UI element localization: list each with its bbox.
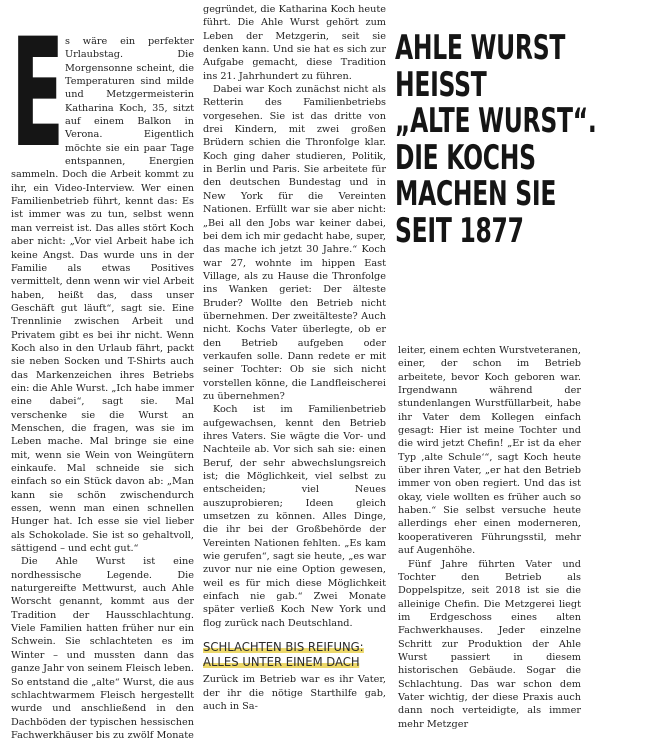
- text-column-3: [398, 344, 581, 731]
- drop-cap: E: [11, 7, 65, 181]
- paragraph: gegründet, die Katharina Koch heute führt. Die Ahle Wurst gehört zum Leben der Metzgerin, seit sie denken kann. Und sie hat es sich zur Aufgabe gemacht, diese Tradition ins 21. Jahrhundert zu führen.: [203, 4, 386, 82]
- paragraph: Fünf Jahre führten Vater und Tochter den Betrieb als Doppelspitze, seit 2018 ist sie die alleinige Chefin. Die Metzgerei liegt im Erdgeschoss eines alten Fachwerkhauses. Jeder einzelne Schritt zur Produktion der Ahle Wurst passiert in diesem historischen Gebäude. Sogar die Schlachtung. Das war schon dem Vater wichtig, der diese Praxis auch dann noch verteidigte, als immer mehr Metzger: [398, 558, 581, 730]
- headline-line: „ALTE WURST“.: [395, 101, 597, 142]
- paragraph: Zurück im Betrieb war es ihr Vater, der ihr die nötige Starthilfe gab, auch in Sa-: [203, 674, 386, 712]
- headline-line: DIE KOCHS: [395, 137, 536, 178]
- headline-line: HEISST: [395, 64, 487, 105]
- drop-cap-space: [11, 35, 65, 157]
- headline: [395, 30, 645, 250]
- headline-line: MACHEN SIE: [395, 174, 557, 215]
- text-column-1: [11, 35, 194, 742]
- paragraph: leiter, einem echten Wurstveteranen, einer, der schon im Betrieb arbeitete, bevor Koch geboren war. Irgendwann während der stundenlangen Wurstfüllarbeit, habe ihr Vater dem Kollegen einfach gesagt: Hier ist meine Tochter und die wird jetzt Chefin! „Er ist da eher Typ ‚alte Schule‘“, sagt Koch heute über ihren Vater, „er hat den Betrieb immer von oben regiert. Und das ist okay, viele wollten es früher auch so haben.“ Sie selbst versuche heute allerdings eher einen moderneren, kooperativeren Führungsstil, mehr auf Augenhöhe.: [398, 345, 581, 557]
- paragraph: Dabei war Koch zunächst nicht als Retterin des Familienbetriebs vorgesehen. Sie ist das dritte von drei Kindern, mit zwei großen Brüdern schien die Thronfolge klar. Koch ging daher studieren, Politik, in Berlin und Paris. Sie arbeitete für den deutschen Bundestag und in New York für die Vereinten Nationen. Erfüllt war sie aber nicht: „Bei all den Jobs war keiner dabei, bei dem ich mir gedacht habe, super, das mache ich jetzt 30 Jahre.“ Koch war 27, wohnte im hippen East Village, als zu Hause die Thronfolge ins Wanken geriet: Der älteste Bruder? Wollte den Betrieb nicht übernehmen. Der zweitälteste? Auch nicht. Kochs Vater überlegte, ob er den Betrieb aufgeben oder verkaufen solle. Dann redete er mit seiner Tochter: Ob sie sich nicht vorstellen könne, die Landfleischerei zu übernehmen?: [203, 84, 386, 402]
- text-column-2: [203, 3, 386, 713]
- paragraph: Koch ist im Familienbetrieb aufgewachsen, kennt den Betrieb ihres Vaters. Sie wägte die Vor- und Nachteile ab. Vor sich sah sie: einen Beruf, der sehr abwechslungsreich ist; die Möglichkeit, viel selbst zu entscheiden; viel Neues auszuprobieren; Ideen gleich umsetzen zu können. Alles Dinge, die ihr bei der Großbehörde der Vereinten Nationen fehlten. „Es kam wie gerufen“, sagt sie heute, „es war zuvor nur nie eine Option gewesen, weil es für mich diese Möglichkeit einfach nie gab.“ Zwei Monate später verließ Koch New York und flog zurück nach Deutschland.: [203, 404, 386, 629]
- subheading-line: SCHLACHTEN BIS REIFUNG:: [203, 639, 364, 655]
- paragraph: s wäre ein perfekter Urlaubstag. Die Morgensonne scheint, die Temperaturen sind milde und Metzgermeisterin Katharina Koch, 35, sitzt auf einem Balkon in Verona. Eigentlich möchte sie ein paar Tage entspannen, Energien sammeln. Doch die Arbeit kommt zu ihr, ein Video-Interview. Wer einen Familienbetrieb führt, kennt das: Es ist immer was zu tun, selbst wenn man verreist ist. Das alles stört Koch aber nicht: „Vor viel Arbeit habe ich keine Angst. Das wurde uns in der Familie als etwas Positives vermittelt, denn wenn wir viel Arbeit haben, heißt das, dass unser Geschäft gut läuft“, sagt sie. Eine Trennlinie zwischen Arbeit und Privatem gibt es bei ihr nicht. Wenn Koch also in den Urlaub fährt, packt sie neben Socken und T-Shirts auch das Markenzeichen ihres Betriebs ein: die Ahle Wurst. „Ich habe immer eine dabei“, sagt sie. Mal verschenke sie die Wurst an Menschen, die fragen, was sie im Leben mache. Mal bringe sie eine mit, wenn sie Wein von Weingütern einkaufe. Mal schneide sie sich einfach so ein Stück davon ab: „Man kann sie schön zwischendurch essen, wenn man einen schnellen Hunger hat. Ich esse sie viel lieber als Schokolade. Sie ist so gehaltvoll, sättigend – und echt gut.“: [11, 36, 194, 555]
- paragraph: Die Ahle Wurst ist eine nordhessische Legende. Die naturgereifte Mettwurst, auch Ahle Worscht genannt, kommt aus der Tradition der Hausschlachtung. Viele Familien hatten früher nur ein Schwein. Sie schlachteten es im Winter – und mussten dann das ganze Jahr von seinem Fleisch leben. So entstand die „alte“ Wurst, die aus schlachtwarmem Fleisch hergestellt wurde und anschließend in den Dachböden der typischen hessischen Fachwerkhäuser bis zu zwölf Monate: [11, 556, 194, 741]
- headline-line: AHLE WURST: [395, 28, 566, 68]
- subheading-line: ALLES UNTER EINEM DACH: [203, 654, 360, 670]
- headline-line: SEIT 1877: [395, 210, 524, 251]
- section-subheading: [203, 639, 386, 669]
